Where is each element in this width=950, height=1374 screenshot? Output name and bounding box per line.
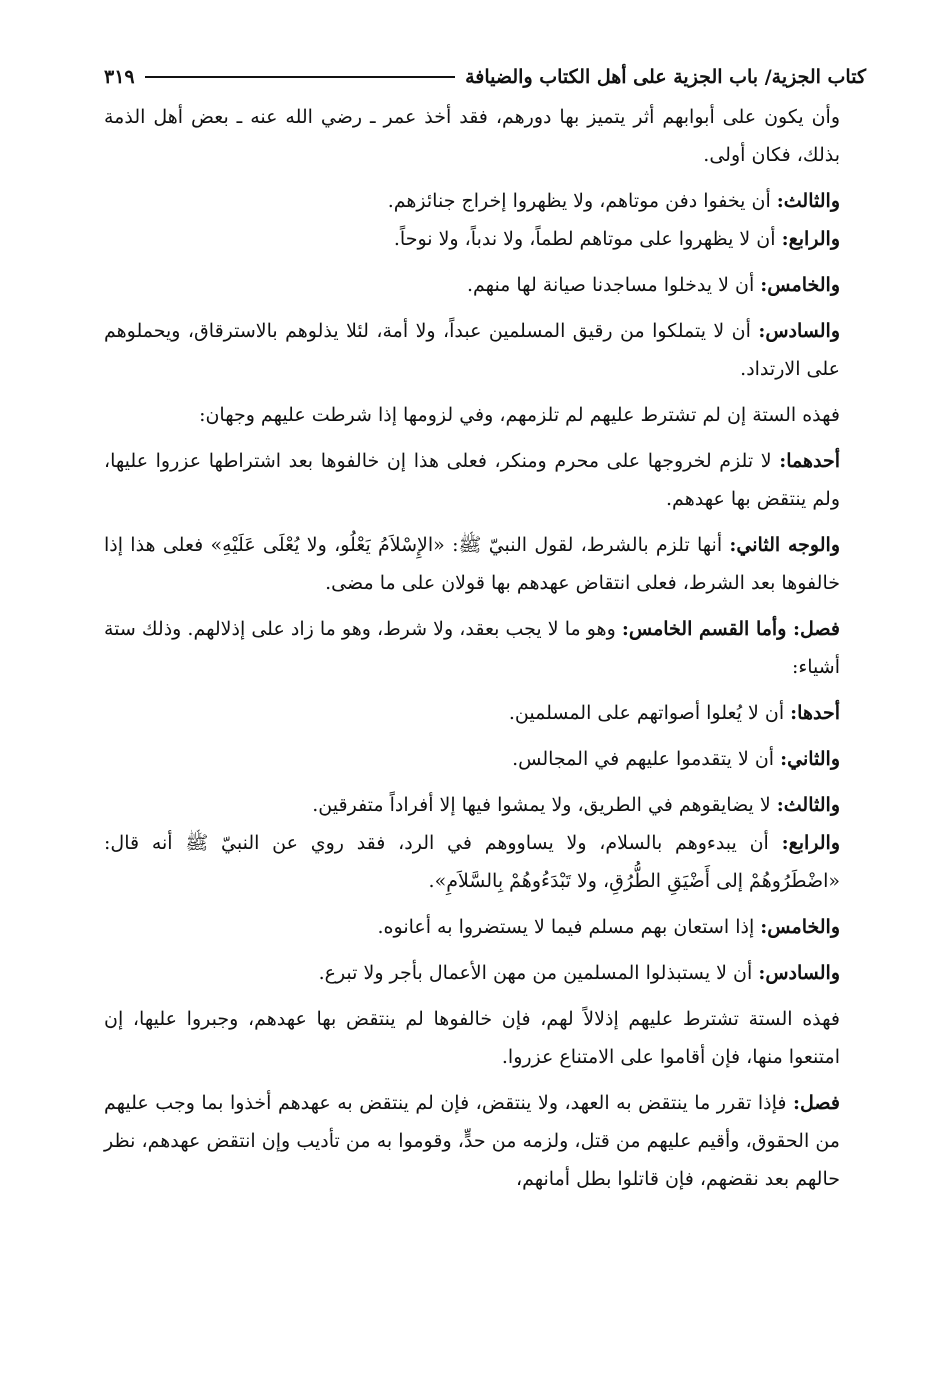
paragraph-text: فإذا تقرر ما ينتقض به العهد، ولا ينتقض، فإن لم ينتقض به عهدهم أخذوا بما وجب عليهم من الحقوق، وأقيم عليهم من قتل، ولزمه من حدٍّ، وقوموا به من تأديب وإن انتقض عهدهم، نظر حالهم بعد نقضهم، فإن قاتلوا بطل أمانهم، bbox=[104, 1092, 840, 1190]
header-rule bbox=[145, 76, 456, 78]
page-number: ٣١٩ bbox=[104, 66, 135, 88]
paragraph-label: والثالث: bbox=[776, 190, 840, 212]
paragraph-text: أن لا يُعلوا أصواتهم على المسلمين. bbox=[508, 702, 785, 724]
paragraph-text: لا تلزم لخروجها على محرم ومنكر، فعلى هذا إن خالفوها بعد اشتراطها عزروا عليها، ولم ينتقض بها عهدهم. bbox=[104, 450, 840, 510]
paragraph-label: أحدها: bbox=[790, 702, 840, 724]
paragraph bbox=[104, 98, 866, 174]
paragraph bbox=[104, 396, 866, 434]
paragraph bbox=[104, 824, 866, 900]
paragraph bbox=[104, 182, 866, 220]
paragraph-text: أن لا يتقدموا عليهم في المجالس. bbox=[512, 748, 775, 770]
paragraph-text: أن لا يظهروا على موتاهم لطماً، ولا ندباً، ولا نوحاً. bbox=[393, 228, 776, 250]
section-paragraph bbox=[104, 1084, 866, 1198]
paragraph bbox=[104, 442, 866, 518]
paragraph-text: وأن يكون على أبوابهم أثر يتميز بها دورهم، فقد أخذ عمر ـ رضي الله عنه ـ بعض أهل الذمة بذلك، فكان أولى. bbox=[104, 106, 840, 166]
paragraph bbox=[104, 954, 866, 992]
paragraph-label: والرابع: bbox=[781, 832, 840, 854]
paragraph-label: أحدهما: bbox=[779, 450, 840, 472]
document-page bbox=[104, 60, 866, 1206]
paragraph bbox=[104, 786, 866, 824]
paragraph-label: والوجه الثاني: bbox=[729, 534, 840, 556]
paragraph-label: والرابع: bbox=[781, 228, 840, 250]
paragraph-label: فصل: bbox=[793, 1092, 840, 1114]
paragraph-label: والسادس: bbox=[758, 320, 840, 342]
paragraph-text: أن يبدءوهم بالسلام، ولا يساووهم في الرد، فقد روي عن النبيّ ﷺ أنه قال: «اضْطَرُوهُمْ إلى أَضْيَقِ الطُّرُقِ، ولا تَبْدَءُوهُمْ بِالسَّلاَمِ». bbox=[104, 832, 840, 892]
paragraph-text: فهذه الستة تشترط عليهم إذلالاً لهم، فإن خالفوها لم ينتقض بها عهدهم، وجبروا عليها، إن امتنعوا منها، فإن أقاموا على الامتناع عزروا. bbox=[104, 1008, 840, 1068]
paragraph-label: والسادس: bbox=[758, 962, 840, 984]
paragraph-text: فهذه الستة إن لم تشترط عليهم لم تلزمهم، وفي لزومها إذا شرطت عليهم وجهان: bbox=[199, 404, 840, 426]
paragraph-text: إذا استعان بهم مسلم فيما لا يستضروا به أعانوه. bbox=[377, 916, 755, 938]
paragraph bbox=[104, 908, 866, 946]
paragraph bbox=[104, 526, 866, 602]
paragraph-label: والخامس: bbox=[760, 274, 840, 296]
paragraph bbox=[104, 312, 866, 388]
paragraph-text: أن يخفوا دفن موتاهم، ولا يظهروا إخراج جنائزهم. bbox=[387, 190, 771, 212]
paragraph-text: أن لا يدخلوا مساجدنا صيانة لها منهم. bbox=[467, 274, 755, 296]
paragraph-label: فصل: وأما القسم الخامس: bbox=[621, 618, 840, 640]
paragraph bbox=[104, 220, 866, 258]
paragraph-text: أن لا يستبذلوا المسلمين من مهن الأعمال بأجر ولا تبرع. bbox=[318, 962, 753, 984]
paragraph-text: لا يضايقوهم في الطريق، ولا يمشوا فيها إلا أفراداً متفرقين. bbox=[312, 794, 771, 816]
paragraph-text: أن لا يتملكوا من رقيق المسلمين عبداً، ولا أمة، لئلا يذلوهم بالاسترقاق، ويحملوهم على الارتداد. bbox=[104, 320, 840, 380]
paragraph bbox=[104, 740, 866, 778]
paragraph-text: أنها تلزم بالشرط، لقول النبيّ ﷺ: «الإِسْلاَمُ يَعْلُو، ولا يُعْلَى عَلَيْهِ» فعلى هذا إذا خالفوها بعد الشرط، فعلى انتقاض عهدهم بها قولان على ما مضى. bbox=[104, 534, 840, 594]
paragraph bbox=[104, 266, 866, 304]
running-header bbox=[104, 60, 866, 94]
paragraph bbox=[104, 694, 866, 732]
paragraph-label: والثاني: bbox=[780, 748, 840, 770]
paragraph-label: والثالث: bbox=[776, 794, 840, 816]
paragraph-label: والخامس: bbox=[760, 916, 840, 938]
header-title: كتاب الجزية/ باب الجزية على أهل الكتاب والضيافة bbox=[465, 66, 866, 88]
paragraph bbox=[104, 1000, 866, 1076]
section-paragraph bbox=[104, 610, 866, 686]
paragraph-text: وهو ما لا يجب بعقد، ولا شرط، وهو ما زاد على إذلالهم. وذلك ستة أشياء: bbox=[104, 618, 840, 678]
